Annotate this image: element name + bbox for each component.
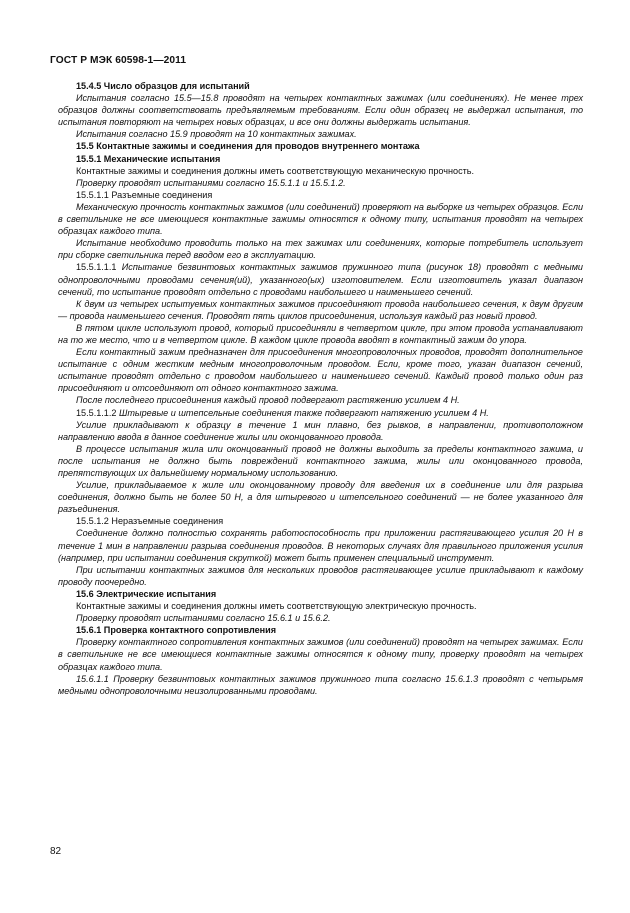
- clause-number: 15.5.1.1.2: [76, 407, 119, 418]
- document-body: [58, 80, 583, 697]
- paragraph: Контактные зажимы и соединения должны иметь соответствующую механическую прочность.: [76, 165, 475, 176]
- paragraph: Усилие прикладывают к образцу в течение 1 мин плавно, без рывков, в направлении, противоположном направлению ввода в данное соединение жилы или оконцованного провода.: [58, 419, 583, 442]
- section-heading: 15.4.5 Число образцов для испытаний: [76, 81, 250, 91]
- paragraph: При испытании контактных зажимов для нескольких проводов растягивающее усилие прикладывают к каждому проводу поочередно.: [58, 564, 583, 587]
- paragraph: Проверку проводят испытаниями согласно 15.6.1 и 15.6.2.: [76, 613, 331, 624]
- paragraph: В процессе испытания жила или оконцованный провод не должны выходить за пределы контактного зажима, и после испытания не должно быть повреждений контактного зажима, жилы или оконцованного провода, препятствующих их дальнейшему нормальному использованию.: [58, 443, 583, 478]
- paragraph: К двум из четырех испытуемых контактных зажимов присоединяют провода наибольшего сечения, к двум другим — провода наименьшего сечения. Проводят пять циклов присоединения, используя каждый раз новый провод.: [58, 298, 583, 321]
- page-number: 82: [50, 846, 62, 857]
- section-heading: 15.5 Контактные зажимы и соединения для проводов внутреннего монтажа: [76, 141, 420, 152]
- section-heading: 15.5.1 Механические испытания: [76, 153, 221, 164]
- paragraph: Соединение должно полностью сохранять работоспособность при приложении растягивающего усилия 20 Н в течение 1 мин в направлении разрыва соединения проводов. В некоторых случаях для правильного приложения усилия (например, при испытании соединения скруткой) может быть применен специальный инструмент.: [58, 528, 583, 563]
- clause-text: Испытание безвинтовых контактных зажимов пружинного типа (рисунок 18) проводят с медными однопроволочными проводами сечения(ий), указанного(ых) изготовителем. Если изготовитель указал диапазон сечений, то испытание проводят отдельно с проводами наибольшего и наименьшего сечений.: [58, 262, 583, 297]
- paragraph: 15.6.1.1 Проверку безвинтовых контактных зажимов пружинного типа согласно 15.6.1.3 проводят с четырьмя медными однопроволочными неизолированными проводами.: [58, 673, 583, 696]
- paragraph: [58, 261, 583, 297]
- paragraph: Механическую прочность контактных зажимов (или соединений) проверяют на выборке из четырех образцов. Если в светильнике не все имеющиеся контактные зажимы относятся к одному типу, испытания проводят на четырех образцах каждого типа.: [58, 201, 583, 237]
- paragraph: Усилие, прикладываемое к жиле или оконцованному проводу для введения их в соединение или для разрыва соединения, должно быть не более 50 Н, а для штыревого и штепсельного соединений — не более указанного для разъединения.: [58, 480, 583, 515]
- clause-number: 15.5.1.1.1: [76, 262, 122, 273]
- clause-text: Штыревые и штепсельные соединения также подвергают натяжению усилием 4 Н.: [118, 407, 489, 418]
- paragraph: Проверку проводят испытаниями согласно 15.5.1.1 и 15.5.1.2.: [76, 177, 346, 188]
- paragraph: [58, 407, 583, 419]
- document-header: ГОСТ Р МЭК 60598-1—2011: [50, 55, 187, 66]
- paragraph: После последнего присоединения каждый провод подвергают растяжению усилием 4 Н.: [76, 395, 460, 406]
- paragraph: Испытание необходимо проводить только на тех зажимах или соединениях, которые потребитель использует при сборке светильника перед вводом его в эксплуатацию.: [58, 238, 583, 261]
- subsection-heading: 15.5.1.1 Разъемные соединения: [76, 189, 213, 200]
- paragraph: Проверку контактного сопротивления контактных зажимов (или соединений) проводят на четырех зажимах. Если в светильнике не все имеющиеся контактные зажимы относятся к одному типу, проверку проводят на четырех образцах каждого типа.: [58, 637, 583, 672]
- paragraph: Испытания согласно 15.5—15.8 проводят на четырех контактных зажимах (или соединениях). Не менее трех образцов должны соответствовать предъявляемым требованиям. Если один образец не выдержал испытания, то испытания повторяют на четырех новых образцах, и все они должны выдержать испытания.: [58, 93, 583, 128]
- paragraph: Контактные зажимы и соединения должны иметь соответствующую электрическую прочность.: [76, 601, 477, 612]
- paragraph: Если контактный зажим предназначен для присоединения многопроволочных проводов, проводят дополнительное испытание с одним жестким медным многопроволочным проводом. Если, кроме того, указан диапазон сечений, испытание проводят отдельно с проводом наибольшего и наименьшего сечений. Каждый провод только один раз присоединяют и отсоединяют от одного контактного зажима.: [58, 347, 583, 394]
- paragraph: Испытания согласно 15.9 проводят на 10 контактных зажимах.: [76, 129, 357, 140]
- paragraph: В пятом цикле используют провод, который присоединяли в четвертом цикле, при этом провода устанавливают на то же место, что и в четвертом цикле. В каждом цикле провода вводят в контактный зажим до упора.: [58, 322, 583, 345]
- section-heading: 15.6.1 Проверка контактного сопротивления: [76, 625, 277, 636]
- subsection-heading: 15.5.1.2 Неразъемные соединения: [76, 516, 224, 527]
- section-heading: 15.6 Электрические испытания: [76, 588, 217, 599]
